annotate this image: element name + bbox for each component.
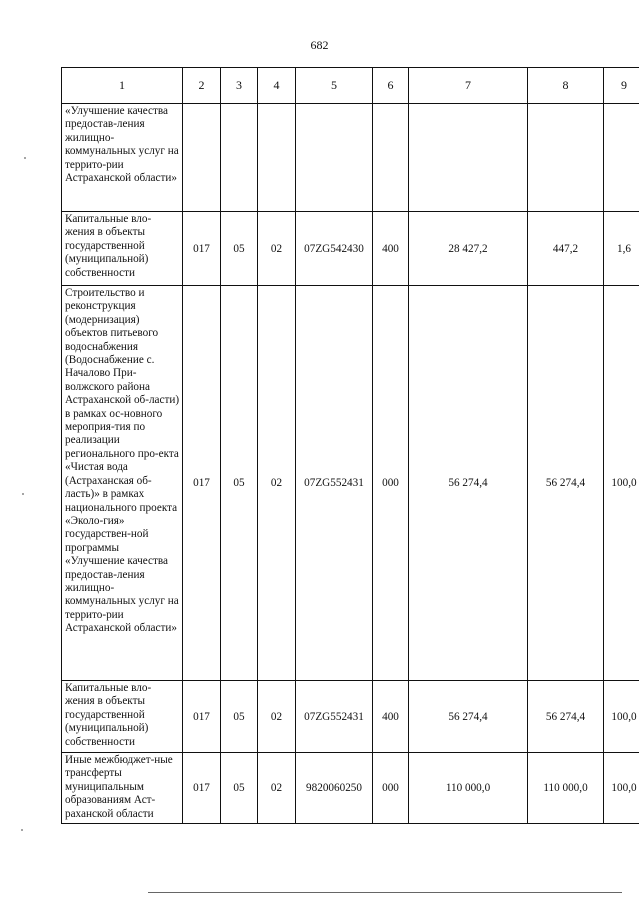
cell-ministry (183, 104, 221, 212)
cell-percent: 100,0 (604, 753, 639, 824)
cell-ministry: 017 (183, 286, 221, 681)
cell-actual (528, 104, 604, 212)
column-header: 6 (373, 68, 409, 104)
column-header: 3 (221, 68, 258, 104)
column-header: 5 (296, 68, 373, 104)
cell-section: 05 (221, 681, 258, 753)
column-header: 9 (604, 68, 639, 104)
column-header: 8 (528, 68, 604, 104)
cell-actual: 56 274,4 (528, 286, 604, 681)
row-name-cell: Иные межбюджет-ные трансферты муниципальным образованиям Аст-раханской области (62, 753, 183, 824)
table-header-row (62, 68, 639, 104)
cell-target-article: 07ZG552431 (296, 681, 373, 753)
row-name-cell: Строительство и реконструкция (модернизация) объектов питьевого водоснабжения (Водоснабжение с. Началово При-волжского района Астраханской об-ласти) в рамках ос-новного мероприя-тия по реализации регионального про-екта «Чистая вода (Астраханская об-ласть)» в рамках национального проекта «Эколо-гия» государствен-ной программы «Улучшение качества предостав-ления жилищно-коммунальных услуг на террито-рии Астраханской области» (62, 286, 183, 681)
cell-ministry: 017 (183, 212, 221, 286)
cell-percent: 1,6 (604, 212, 639, 286)
cell-target-article: 07ZG542430 (296, 212, 373, 286)
cell-percent: 100,0 (604, 681, 639, 753)
cell-subsection (258, 104, 296, 212)
column-header: 7 (409, 68, 528, 104)
bottom-divider (148, 892, 622, 893)
cell-subsection: 02 (258, 212, 296, 286)
cell-expense-type (373, 104, 409, 212)
cell-target-article (296, 104, 373, 212)
cell-percent: 100,0 (604, 286, 639, 681)
cell-section (221, 104, 258, 212)
cell-plan: 56 274,4 (409, 286, 528, 681)
cell-expense-type: 400 (373, 212, 409, 286)
cell-plan: 110 000,0 (409, 753, 528, 824)
column-header: 1 (62, 68, 183, 104)
cell-plan: 28 427,2 (409, 212, 528, 286)
cell-percent (604, 104, 639, 212)
table-row (62, 286, 639, 681)
cell-plan: 56 274,4 (409, 681, 528, 753)
cell-target-article: 9820060250 (296, 753, 373, 824)
cell-ministry: 017 (183, 681, 221, 753)
scan-speck (21, 829, 23, 831)
cell-subsection: 02 (258, 286, 296, 681)
cell-section: 05 (221, 212, 258, 286)
table-row (62, 104, 639, 212)
cell-expense-type: 000 (373, 286, 409, 681)
cell-target-article: 07ZG552431 (296, 286, 373, 681)
row-name-cell: Капитальные вло-жения в объекты государственной (муниципальной) собственности (62, 681, 183, 753)
cell-actual: 56 274,4 (528, 681, 604, 753)
row-name-cell: «Улучшение качества предостав-ления жилищно-коммунальных услуг на террито-рии Астраханской области» (62, 104, 183, 212)
budget-table (61, 67, 639, 824)
page-number: 682 (310, 38, 329, 52)
cell-ministry: 017 (183, 753, 221, 824)
cell-plan (409, 104, 528, 212)
scan-speck (22, 493, 24, 495)
column-header: 2 (183, 68, 221, 104)
cell-expense-type: 400 (373, 681, 409, 753)
cell-expense-type: 000 (373, 753, 409, 824)
cell-section: 05 (221, 753, 258, 824)
cell-subsection: 02 (258, 753, 296, 824)
table-row (62, 681, 639, 753)
column-header: 4 (258, 68, 296, 104)
table-row (62, 212, 639, 286)
table-row (62, 753, 639, 824)
cell-actual: 110 000,0 (528, 753, 604, 824)
scan-speck (24, 157, 26, 159)
cell-actual: 447,2 (528, 212, 604, 286)
cell-subsection: 02 (258, 681, 296, 753)
row-name-cell: Капитальные вло-жения в объекты государственной (муниципальной) собственности (62, 212, 183, 286)
cell-section: 05 (221, 286, 258, 681)
